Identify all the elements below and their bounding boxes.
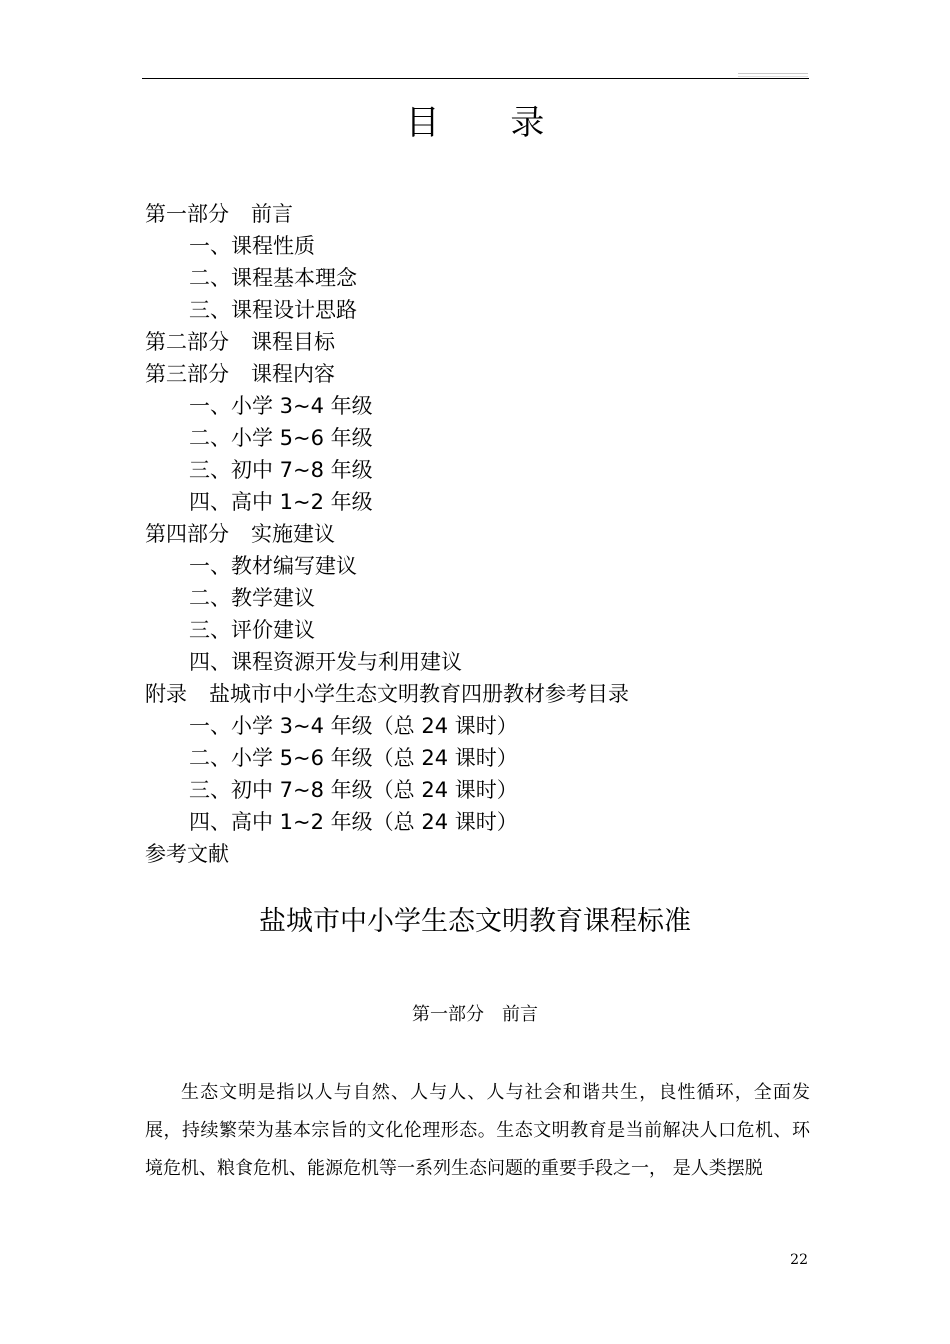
toc-part-entry [145, 678, 825, 710]
toc-part-entry [145, 518, 825, 550]
toc-section-entry [145, 454, 825, 486]
toc-section-entry [145, 486, 825, 518]
toc-entry-label: 附录 [145, 682, 187, 706]
toc-entry-text: 一、教材编写建议 [189, 554, 357, 578]
toc-part-entry [145, 198, 825, 230]
toc-entry-text: 三、评价建议 [189, 618, 315, 642]
toc-entry-text: 二、小学 5~6 年级 [189, 426, 373, 450]
document-title: 盐城市中小学生态文明教育课程标准 [259, 906, 691, 937]
body-paragraph: 生态文明是指以人与自然、人与人、人与社会和谐共生，良性循环，全面发展，持续繁荣为基本宗旨的文化伦理形态。生态文明教育是当前解决人口危机、环境危机、粮食危机、能源危机等一系列生态问题的重要手段之一， 是人类摆脱 [145, 1082, 810, 1179]
toc-section-entry [145, 806, 825, 838]
toc-entry-text: 四、高中 1~2 年级 [189, 490, 373, 514]
toc-entry-text: 二、教学建议 [189, 586, 315, 610]
part-heading-title: 前言 [502, 1004, 538, 1025]
header-mark-secondary [738, 76, 808, 77]
toc-entry-text: 一、课程性质 [189, 234, 315, 258]
toc-section-entry [145, 646, 825, 678]
part-heading [0, 1000, 950, 1030]
toc-entry-text: 课程目标 [251, 330, 335, 354]
toc-entry-label: 第三部分 [145, 362, 229, 386]
toc-section-entry [145, 294, 825, 326]
toc-entry-text: 实施建议 [251, 522, 335, 546]
toc-section-entry [145, 262, 825, 294]
header-mark [738, 73, 808, 74]
toc-entry-text: 盐城市中小学生态文明教育四册教材参考目录 [209, 682, 629, 706]
toc-entry-text: 前言 [251, 202, 293, 226]
toc-entry-label: 参考文献 [145, 842, 229, 866]
toc-entry-text: 三、初中 7~8 年级（总 24 课时） [189, 778, 518, 802]
toc-part-entry [145, 358, 825, 390]
toc-section-entry [145, 550, 825, 582]
toc-entry-text: 三、课程设计思路 [189, 298, 357, 322]
toc-entry-text: 一、小学 3~4 年级（总 24 课时） [189, 714, 518, 738]
toc-title: 目 录 [405, 103, 575, 143]
toc-entry-text: 二、课程基本理念 [189, 266, 357, 290]
toc-part-entry [145, 326, 825, 358]
toc-entry-text: 四、高中 1~2 年级（总 24 课时） [189, 810, 518, 834]
toc-section-entry [145, 230, 825, 262]
toc-entry-text: 三、初中 7~8 年级 [189, 458, 373, 482]
toc-entry-text: 四、课程资源开发与利用建议 [189, 650, 462, 674]
toc-section-entry [145, 582, 825, 614]
toc-entry-text: 二、小学 5~6 年级（总 24 课时） [189, 746, 518, 770]
part-heading-label: 第一部分 [412, 1004, 484, 1025]
toc-section-entry [145, 422, 825, 454]
toc-section-entry [145, 614, 825, 646]
toc-entry-label: 第一部分 [145, 202, 229, 226]
toc-section-entry [145, 774, 825, 806]
toc-entry-text: 一、小学 3~4 年级 [189, 394, 373, 418]
toc-entry-label: 第四部分 [145, 522, 229, 546]
toc-entry-text: 课程内容 [251, 362, 335, 386]
header-rule [142, 78, 809, 79]
toc-section-entry [145, 742, 825, 774]
toc-part-entry [145, 838, 825, 870]
page-number: 22 [790, 1252, 808, 1268]
toc-section-entry [145, 710, 825, 742]
toc-section-entry [145, 390, 825, 422]
toc-list [145, 198, 825, 870]
toc-entry-label: 第二部分 [145, 330, 229, 354]
